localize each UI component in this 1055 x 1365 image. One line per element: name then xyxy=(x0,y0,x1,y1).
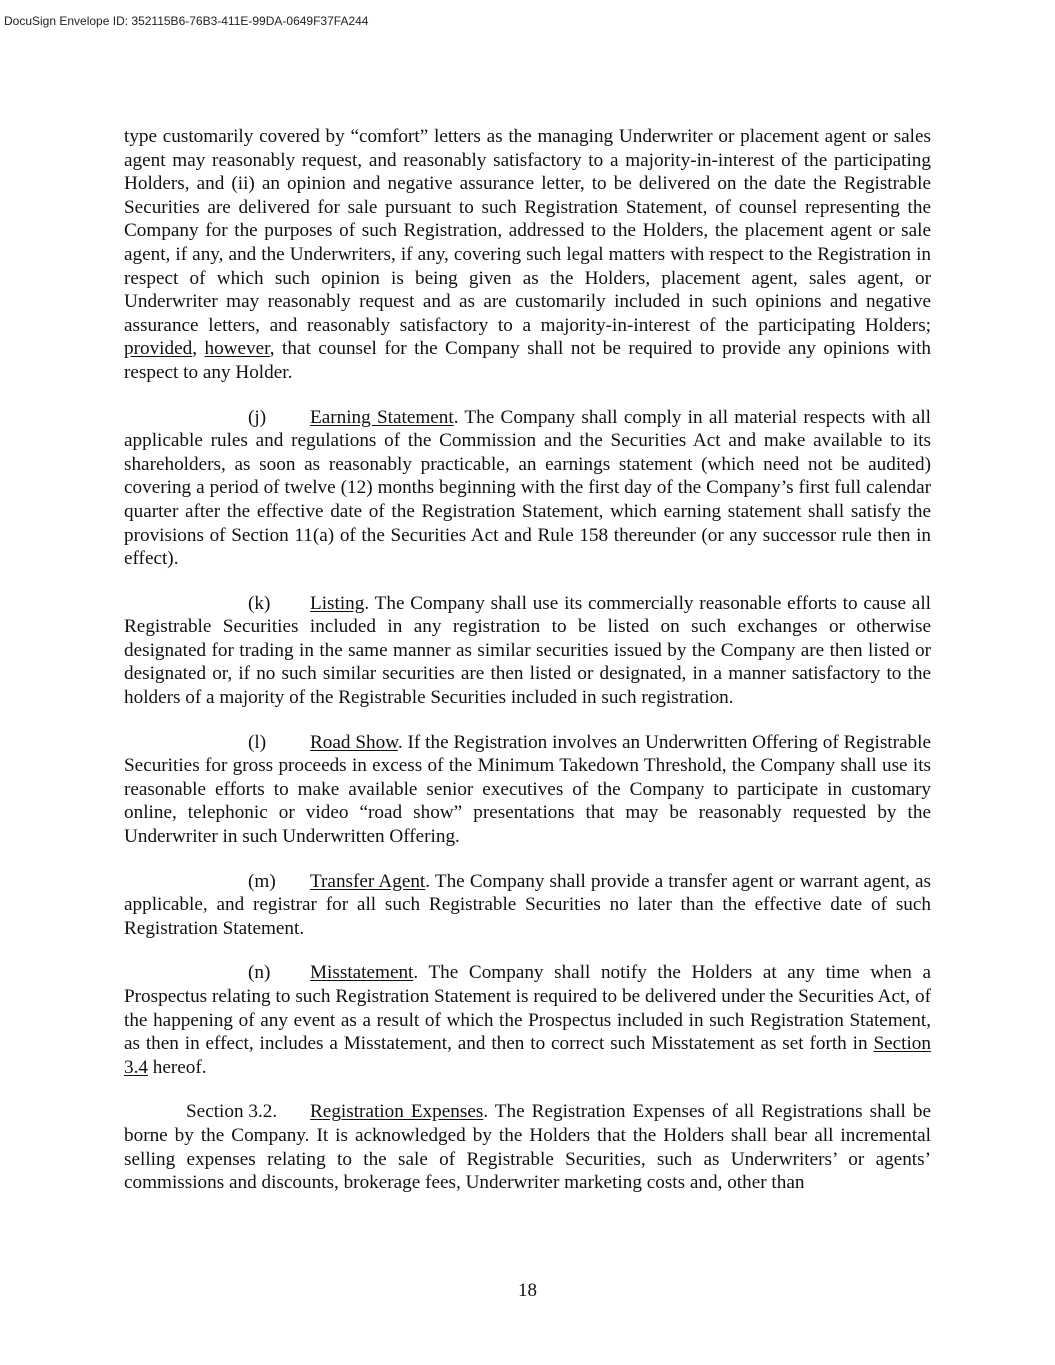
item-k xyxy=(124,592,931,710)
item-label: (k) xyxy=(248,592,271,614)
section-body: . The Registration Expenses of all Registrations shall be borne by the Company. It is acknowledged by the Holders that the Holders shall bear all incremental selling expenses relating to the sale of Registrable Securities, such as Underwriters’ or agents’ commissions and discounts, brokerage fees, Underwriter marketing costs and, other than xyxy=(124,1101,931,1194)
item-heading: Road Show xyxy=(310,731,398,753)
continuation-comma: , xyxy=(192,338,205,360)
section-3-4-reference: Section 3.4 xyxy=(124,1033,931,1078)
item-heading: Misstatement xyxy=(310,962,414,984)
continuation-paragraph xyxy=(124,125,931,385)
however-term: however xyxy=(204,338,270,360)
item-n xyxy=(124,961,931,1079)
item-l xyxy=(124,731,931,849)
document-body xyxy=(124,125,931,1216)
item-j xyxy=(124,406,931,571)
item-heading: Listing xyxy=(310,592,365,614)
section-3-2 xyxy=(124,1100,931,1194)
item-heading: Transfer Agent xyxy=(310,870,426,892)
item-label: (n) xyxy=(248,962,271,984)
item-body: . The Company shall comply in all material respects with all applicable rules and regulations of the Commission and the Securities Act and make available to its shareholders, as soon as reasonably practicable, an earnings statement (which need not be audited) covering a period of twelve (12) months beginning with the first day of the Company’s first full calendar quarter after the effective date of the Registration Statement, which earning statement shall satisfy the provisions of Section 11(a) of the Securities Act and Rule 158 thereunder (or any successor rule then in effect). xyxy=(124,406,931,570)
item-label: (l) xyxy=(248,731,267,753)
item-label: (m) xyxy=(248,870,276,892)
provided-term: provided xyxy=(124,338,193,360)
section-heading: Registration Expenses xyxy=(310,1101,484,1123)
docusign-envelope-id: DocuSign Envelope ID: 352115B6-76B3-411E-99DA-0649F37FA244 xyxy=(4,14,369,28)
item-body: . If the Registration involves an Underwritten Offering of Registrable Securities for gross proceeds in excess of the Minimum Takedown Threshold, the Company shall use its reasonable efforts to make available senior executives of the Company to participate in customary online, telephonic or video “road show” presentations that may be reasonably requested by the Underwriter in such Underwritten Offering. xyxy=(124,731,931,848)
section-label: Section 3.2. xyxy=(186,1101,278,1123)
item-tail: hereof. xyxy=(147,1056,207,1078)
continuation-text-b: , that counsel for the Company shall not be required to provide any opinions with respect to any Holder. xyxy=(124,338,932,383)
item-body: . The Company shall provide a transfer agent or warrant agent, as applicable, and registrar for all such Registrable Securities no later than the effective date of such Registration Statement. xyxy=(124,870,931,939)
item-m xyxy=(124,870,931,941)
continuation-text-a: type customarily covered by “comfort” letters as the managing Underwriter or placement agent or sales agent may reasonably request, and reasonably satisfactory to a majority-in-interest of the participating Holders, and (ii) an opinion and negative assurance letter, to be delivered on the date the Registrable Securities are delivered for sale pursuant to such Registration Statement, of counsel representing the Company for the purposes of such Registration, addressed to the Holders, the placement agent or sale agent, if any, and the Underwriters, if any, covering such legal matters with respect to the Registration in respect of which such opinion is being given as the Holders, placement agent, sales agent, or Underwriter may reasonably request and as are customarily included in such opinions and negative assurance letters, and reasonably satisfactory to a majority-in-interest of the participating Holders; xyxy=(124,126,931,336)
item-heading: Earning Statement xyxy=(310,406,454,428)
item-label: (j) xyxy=(248,406,267,428)
item-body: . The Company shall notify the Holders at any time when a Prospectus relating to such Registration Statement is required to be delivered under the Securities Act, of the happening of any event as a result of which the Prospectus included in such Registration Statement, as then in effect, includes a Misstatement, and then to correct such Misstatement as set forth in xyxy=(124,962,931,1055)
item-body: . The Company shall use its commercially reasonable efforts to cause all Registrable Securities included in any registration to be listed on such exchanges or otherwise designated for trading in the same manner as similar securities issued by the Company are then listed or designated or, if no such similar securities are then listed or designated, in a manner satisfactory to the holders of a majority of the Registrable Securities included in such registration. xyxy=(124,592,931,709)
page-number: 18 xyxy=(518,1280,537,1301)
